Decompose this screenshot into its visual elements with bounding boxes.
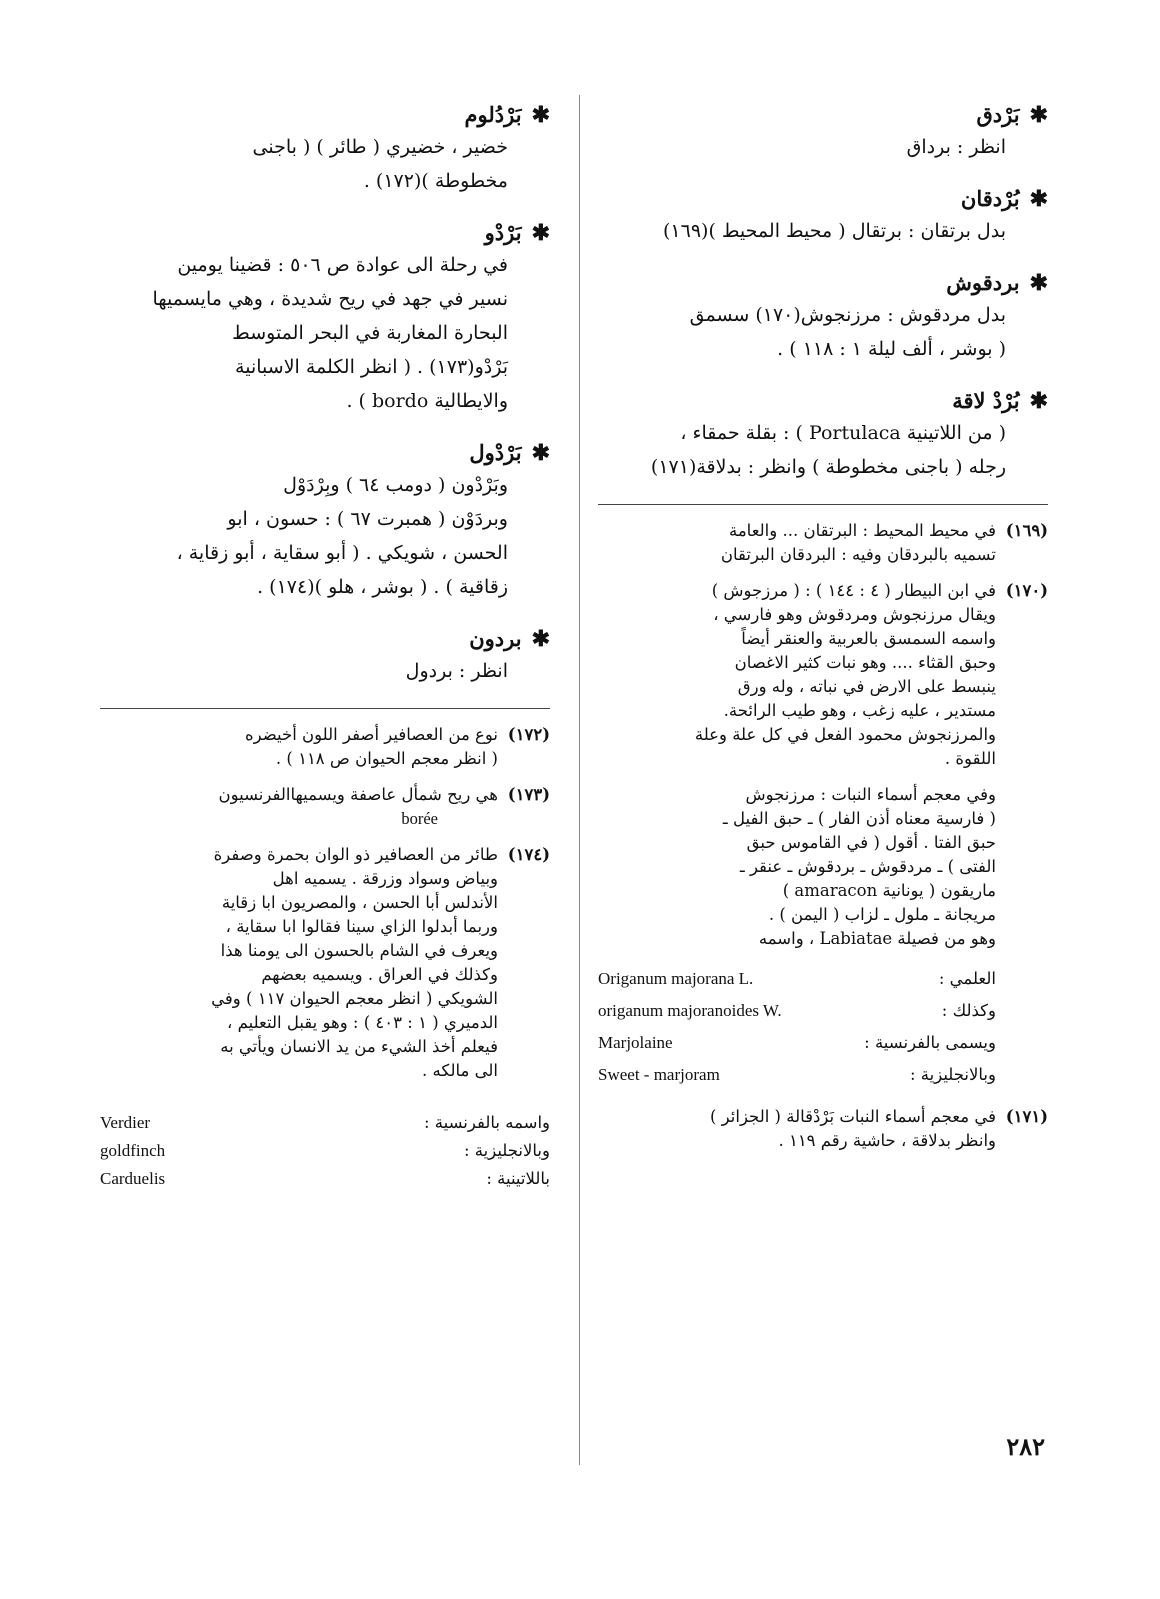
left-column [100, 100, 550, 1193]
sci-name-row [598, 1027, 996, 1059]
entry [598, 268, 1048, 366]
name-latin: Carduelis [100, 1169, 166, 1188]
footnote-line: وبياض وسواد وزرقة . يسميه اهل [272, 869, 498, 888]
page-number: ٢٨٢ [1006, 1432, 1045, 1461]
sci-name-label: وكذلك : [941, 1001, 996, 1020]
footnote-line: طائر من العصافير ذو الوان بحمرة وصفرة [213, 845, 498, 864]
footnote-line: واسمه السمسق بالعربية والعنقر أيضاً [741, 629, 996, 648]
footnote-line: ( فارسية معناه أذن الفار ) ـ حبق الفيل ـ [722, 809, 996, 828]
asterisk-icon: ✱ [531, 220, 550, 246]
sci-name-latin: Marjolaine [598, 1033, 673, 1052]
footnote-line: ( انظر معجم الحيوان ص ١١٨ ) . [275, 749, 498, 768]
entry-line: زقاقية ) . ( بوشر ، هلو )(١٧٤) . [257, 576, 508, 598]
entry [100, 438, 550, 604]
asterisk-icon: ✱ [531, 102, 550, 128]
footnote-line: والمرزنجوش محمود الفعل في كل علة وعلة [694, 725, 996, 744]
name-latin: goldfinch [100, 1141, 166, 1160]
entry [598, 100, 1048, 164]
headword: بردون [469, 626, 522, 651]
footnote-number: (١٧١) [1005, 1107, 1048, 1126]
footnote-number: (١٧٤) [507, 845, 550, 864]
footnote [100, 843, 550, 1083]
footnote-line: الأندلس أبا الحسن ، والمصريون ابا زقاية [221, 893, 498, 912]
asterisk-icon: ✱ [1029, 388, 1048, 414]
entry-line: البحارة المغاربة في البحر المتوسط [232, 322, 508, 344]
footnote-line: هي ريح شمأل عاصفة ويسميهاالفرنسيون [218, 785, 498, 804]
entry-line: انظر : بردول [405, 660, 508, 682]
footnote-number: (١٦٩) [1005, 521, 1048, 540]
sci-name-latin: origanum majoranoides W. [598, 1001, 782, 1020]
sci-name-latin: Sweet - marjoram [598, 1065, 720, 1084]
footnote-line: وهو من فصيلة Labiatae ، واسمه [758, 929, 996, 948]
footnote-line: مريجانة ـ ملول ـ لزاب ( اليمن ) . [768, 905, 996, 924]
headword: بَرْدُلوم [464, 102, 522, 127]
headword: بُرْدقان [960, 186, 1020, 211]
footnote-number: (١٧٢) [507, 725, 550, 744]
footnote-number: (١٧٣) [507, 785, 550, 804]
asterisk-icon: ✱ [531, 440, 550, 466]
entry-line: وبَرْدْون ( دومب ٦٤ ) وبِرْدَوْل [283, 474, 508, 496]
footnote-line: وحبق القثاء .... وهو نبات كثير الاغصان [734, 653, 996, 672]
footnote-line: في محيط المحيط : البرتقان ... والعامة [728, 521, 996, 540]
footnote-line: ماريقون ( يونانية amaracon ) [782, 881, 996, 900]
footnote [598, 579, 1048, 771]
asterisk-icon: ✱ [1029, 102, 1048, 128]
column-divider [579, 95, 580, 1465]
headword: بردقوش [946, 270, 1020, 295]
entry [100, 100, 550, 198]
footnote-line: وفي معجم أسماء النبات : مرزنجوش [745, 785, 996, 804]
entry-line: وبردَوْن ( همبرت ٦٧ ) : حسون ، ابو [227, 508, 508, 530]
name-row [100, 1137, 550, 1165]
asterisk-icon: ✱ [531, 626, 550, 652]
footnote [598, 1105, 1048, 1153]
entry-line: مخطوطة )(١٧٢) . [363, 170, 508, 192]
entry-line: ( من اللاتينية Portulaca ) : بقلة حمقاء ، [680, 422, 1006, 444]
sci-name-latin: Origanum majorana L. [598, 969, 754, 988]
name-label: واسمه بالفرنسية : [423, 1113, 550, 1132]
footnote-line: ينبسط على الارض في نباته ، وله ورق [737, 677, 996, 696]
entry [598, 184, 1048, 248]
entry-line: بدل برتقان : برتقال ( محيط المحيط )(١٦٩) [662, 220, 1006, 242]
entry-line: نسير في جهد في ريح شديدة ، وهي مايسميها [152, 288, 508, 310]
name-row [100, 1109, 550, 1137]
footnote-line: فيعلم أخذ الشيء من يد الانسان ويأتي به [220, 1037, 498, 1056]
right-column [598, 100, 1048, 1165]
sci-name-label: ويسمى بالفرنسية : [864, 1033, 996, 1052]
footnote-line: الفتى ) ـ مردقوش ـ بردقوش ـ عنقر ـ [739, 857, 996, 876]
footnote-line: وانظر بدلاقة ، حاشية رقم ١١٩ . [778, 1131, 996, 1150]
entry-line: بَرْدْو(١٧٣) . ( انظر الكلمة الاسبانية [235, 356, 508, 378]
name-row [100, 1165, 550, 1193]
footnote-separator [598, 504, 1048, 505]
footnote-line: borée [401, 809, 438, 828]
footnote-line: حبق الفتا . أقول ( في القاموس حبق [746, 833, 996, 852]
footnote-line: وكذلك في العراق . ويسميه بعضهم [261, 965, 498, 984]
footnote-number: (١٧٠) [1005, 581, 1048, 600]
headword: بُرْدْ لاقة [952, 388, 1020, 413]
sci-name-label: العلمي : [938, 969, 996, 988]
footnote-continuation [598, 783, 1048, 951]
footnote-separator [100, 708, 550, 709]
footnote-line: مستدير ، عليه زغب ، وهو طيب الرائحة. [723, 701, 996, 720]
footnote-line: الشويكي ( انظر معجم الحيوان ١١٧ ) وفي [211, 989, 498, 1008]
entry-line: رجله ( باجنى مخطوطة ) وانظر : بدلاقة(١٧١) [650, 456, 1006, 478]
footnote-line: ويعرف في الشام بالحسون الى يومنا هذا [220, 941, 498, 960]
footnote [598, 519, 1048, 567]
headword: بَرْدْو [484, 220, 522, 245]
footnote [100, 783, 550, 831]
entry-line: انظر : برداق [906, 136, 1006, 158]
sci-name-label: وبالانجليزية : [909, 1065, 996, 1084]
footnote-line: وربما أبدلوا الزاي سينا فقالوا ابا سقاية ، [225, 917, 498, 936]
asterisk-icon: ✱ [1029, 186, 1048, 212]
footnote-line: في ابن البيطار ( ٤ : ١٤٤ ) : ( مرزجوش ) [711, 581, 996, 600]
entry-line: ( بوشر ، ألف ليلة ١ : ١١٨ ) . [777, 338, 1006, 360]
footnote-line: الى مالكه . [422, 1061, 498, 1080]
entry-line: بدل مردقوش : مرزنجوش(١٧٠) سسمق [689, 304, 1006, 326]
footnote-line: اللقوة . [944, 749, 996, 768]
sci-name-row [598, 1059, 996, 1091]
footnote-number [1004, 783, 1048, 951]
footnote [100, 723, 550, 771]
footnote-line: تسميه بالبردقان وفيه : البردقان البرتقان [720, 545, 996, 564]
entry-line: خضير ، خضيري ( طائر ) ( باجنى [252, 136, 508, 158]
footnote-line: نوع من العصافير أصفر اللون أخيضره [244, 725, 498, 744]
footnote-line: الدميري ( ١ : ٤٠٣ ) : وهو يقبل التعليم ، [227, 1013, 498, 1032]
headword: بَرْدق [976, 102, 1020, 127]
entry [100, 624, 550, 688]
footnote-line: في معجم أسماء النبات بَرْدْقالة ( الجزائر ) [709, 1107, 996, 1126]
asterisk-icon: ✱ [1029, 270, 1048, 296]
entry [598, 386, 1048, 484]
entry-line: والايطالية bordo ) . [346, 390, 508, 412]
entry-line: الحسن ، شويكي . ( أبو سقاية ، أبو زقاية ، [176, 542, 508, 564]
headword: بَرْدْول [469, 440, 522, 465]
entry-line: في رحلة الى عوادة ص ٥٠٦ : قضينا يومين [177, 254, 508, 276]
name-latin: Verdier [100, 1113, 151, 1132]
entry [100, 218, 550, 418]
sci-name-row [598, 963, 996, 995]
sci-name-row [598, 995, 996, 1027]
name-label: وبالانجليزية : [463, 1141, 550, 1160]
name-label: باللاتينية : [486, 1169, 550, 1188]
footnote-line: ويقال مرزنجوش ومردقوش وهو فارسي ، [713, 605, 996, 624]
